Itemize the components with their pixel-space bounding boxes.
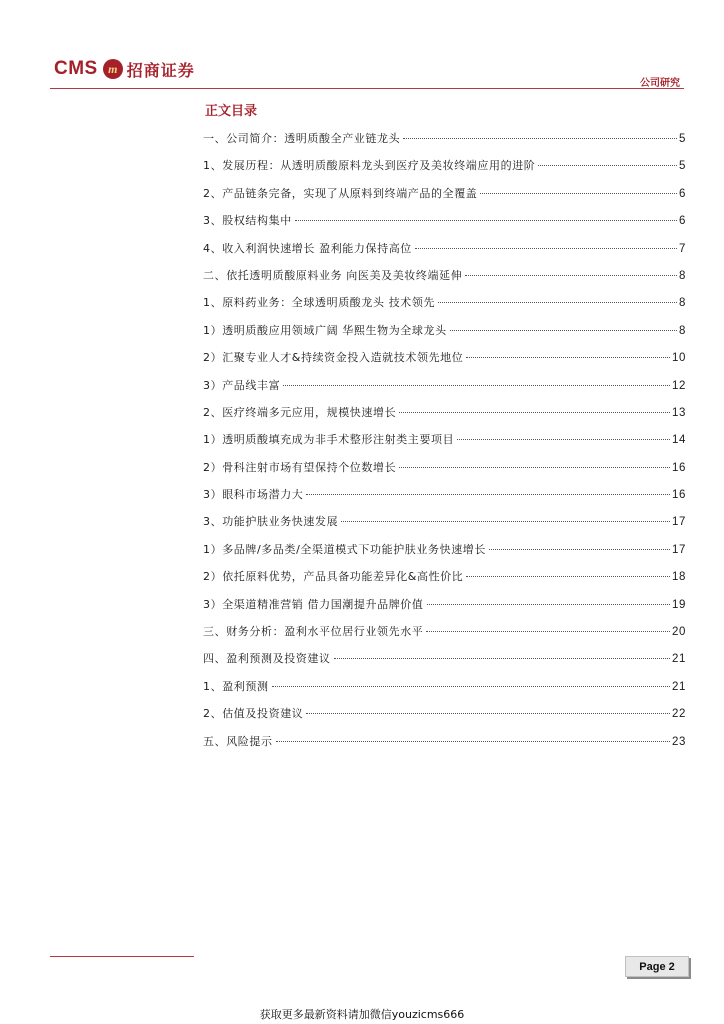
toc-dot-leader [489,549,670,550]
toc-dot-leader [276,741,670,742]
toc-entry[interactable] [203,294,686,321]
toc-entry-title: 2）依托原料优势，产品具备功能差异化&高性价比 [203,570,464,584]
toc-entry-title: 1、原料药业务：全球透明质酸龙头 技术领先 [203,296,436,310]
toc-entry[interactable] [203,322,686,349]
toc-entry-title: 2）汇聚专业人才&持续资金投入造就技术领先地位 [203,351,464,365]
toc-dot-leader [295,220,677,221]
toc-dot-leader [306,494,670,495]
toc-entry-page: 10 [672,352,686,365]
toc-entry-page: 6 [679,215,686,228]
toc-entry-page: 6 [679,187,686,200]
toc-entry[interactable] [203,349,686,376]
toc-entry-title: 3、股权结构集中 [203,214,292,228]
toc-dot-leader [341,521,670,522]
toc-dot-leader [415,248,677,249]
page-number-badge: Page 2 [625,956,689,977]
logo-badge-icon: m [103,59,123,79]
table-of-contents [203,130,686,760]
toc-entry-page: 18 [672,571,686,584]
toc-entry[interactable] [203,513,686,540]
toc-entry[interactable] [203,459,686,486]
toc-entry-page: 12 [672,379,686,392]
toc-entry-title: 一、公司简介：透明质酸全产业链龙头 [203,132,401,145]
toc-entry-page: 16 [672,461,686,474]
toc-entry-page: 5 [679,160,686,173]
toc-title: 正文目录 [205,104,258,119]
toc-entry-title: 1）透明质酸应用领域广阔 华熙生物为全球龙头 [203,323,447,337]
toc-entry-page: 8 [679,297,686,310]
toc-dot-leader [306,713,670,714]
toc-dot-leader [457,439,670,440]
toc-entry-page: 17 [672,543,686,556]
toc-entry[interactable] [203,240,686,267]
toc-entry[interactable] [203,568,686,595]
toc-dot-leader [399,467,670,468]
toc-entry-page: 22 [672,708,686,721]
toc-entry-page: 5 [679,133,686,145]
toc-entry-page: 8 [679,324,686,337]
toc-entry[interactable] [203,431,686,458]
toc-entry-title: 1）透明质酸填充成为非手术整形注射类主要项目 [203,433,455,447]
toc-dot-leader [403,138,677,139]
logo-latin-text: CMS [54,58,98,79]
toc-entry-page: 14 [672,434,686,447]
toc-entry-title: 二、依托透明质酸原料业务 向医美及美妆终端延伸 [203,268,463,282]
toc-entry-title: 2、估值及投资建议 [203,707,304,721]
toc-entry-title: 1、盈利预测 [203,679,269,693]
toc-dot-leader [272,686,670,687]
toc-dot-leader [450,330,677,331]
toc-entry-page: 16 [672,489,686,502]
toc-entry-title: 三、财务分析：盈利水平位居行业领先水平 [203,625,424,639]
toc-entry-title: 4、收入利润快速增长 盈利能力保持高位 [203,241,412,255]
toc-entry[interactable] [203,157,686,184]
bottom-contact-note: 获取更多最新资料请加微信youzicms666 [259,1008,465,1021]
toc-entry[interactable] [203,596,686,623]
company-logo [54,56,195,82]
toc-entry-page: 21 [672,680,686,693]
toc-entry-page: 13 [672,406,686,419]
toc-entry-page: 19 [672,598,686,611]
section-label: 公司研究 [640,78,680,89]
toc-entry-title: 3）产品线丰富 [203,378,281,392]
toc-entry[interactable] [203,267,686,294]
toc-dot-leader [480,193,677,194]
toc-entry-page: 20 [672,626,686,639]
toc-entry-title: 1）多品牌/多品类/全渠道模式下功能护肤业务快速增长 [203,542,487,556]
toc-dot-leader [466,357,670,358]
logo-chinese-text: 招商证券 [126,60,195,80]
toc-entry-title: 1、发展历程：从透明质酸原料龙头到医疗及美妆终端应用的进阶 [203,159,536,173]
toc-dot-leader [283,385,670,386]
toc-entry[interactable] [203,185,686,212]
toc-entry-title: 2）骨科注射市场有望保持个位数增长 [203,460,397,474]
toc-entry-title: 2、产品链条完备，实现了从原料到终端产品的全覆盖 [203,186,478,200]
toc-entry[interactable] [203,404,686,431]
toc-entry[interactable] [203,705,686,732]
toc-dot-leader [465,275,677,276]
toc-entry[interactable] [203,678,686,705]
toc-entry-title: 2、医疗终端多元应用，规模快速增长 [203,405,397,419]
toc-entry[interactable] [203,130,686,157]
toc-dot-leader [399,412,670,413]
toc-entry-page: 7 [679,242,686,255]
header-divider [50,88,684,89]
toc-entry-page: 21 [672,653,686,666]
toc-entry[interactable] [203,486,686,513]
toc-dot-leader [466,576,670,577]
toc-entry-title: 3）全渠道精准营销 借力国潮提升品牌价值 [203,597,424,611]
toc-dot-leader [426,631,670,632]
toc-entry-page: 23 [672,735,686,748]
toc-entry[interactable] [203,733,686,760]
toc-entry[interactable] [203,541,686,568]
toc-dot-leader [427,604,671,605]
toc-dot-leader [438,302,677,303]
toc-entry[interactable] [203,377,686,404]
toc-dot-leader [334,658,670,659]
footer-divider [50,956,194,957]
toc-entry[interactable] [203,212,686,239]
toc-entry-title: 3、功能护肤业务快速发展 [203,515,339,529]
toc-entry-page: 8 [679,269,686,282]
toc-entry[interactable] [203,650,686,677]
toc-entry-title: 五、风险提示 [203,734,273,748]
toc-dot-leader [538,165,677,166]
toc-entry-title: 四、盈利预测及投资建议 [203,652,331,666]
toc-entry-title: 3）眼科市场潜力大 [203,488,304,502]
toc-entry-page: 17 [672,516,686,529]
toc-entry[interactable] [203,623,686,650]
